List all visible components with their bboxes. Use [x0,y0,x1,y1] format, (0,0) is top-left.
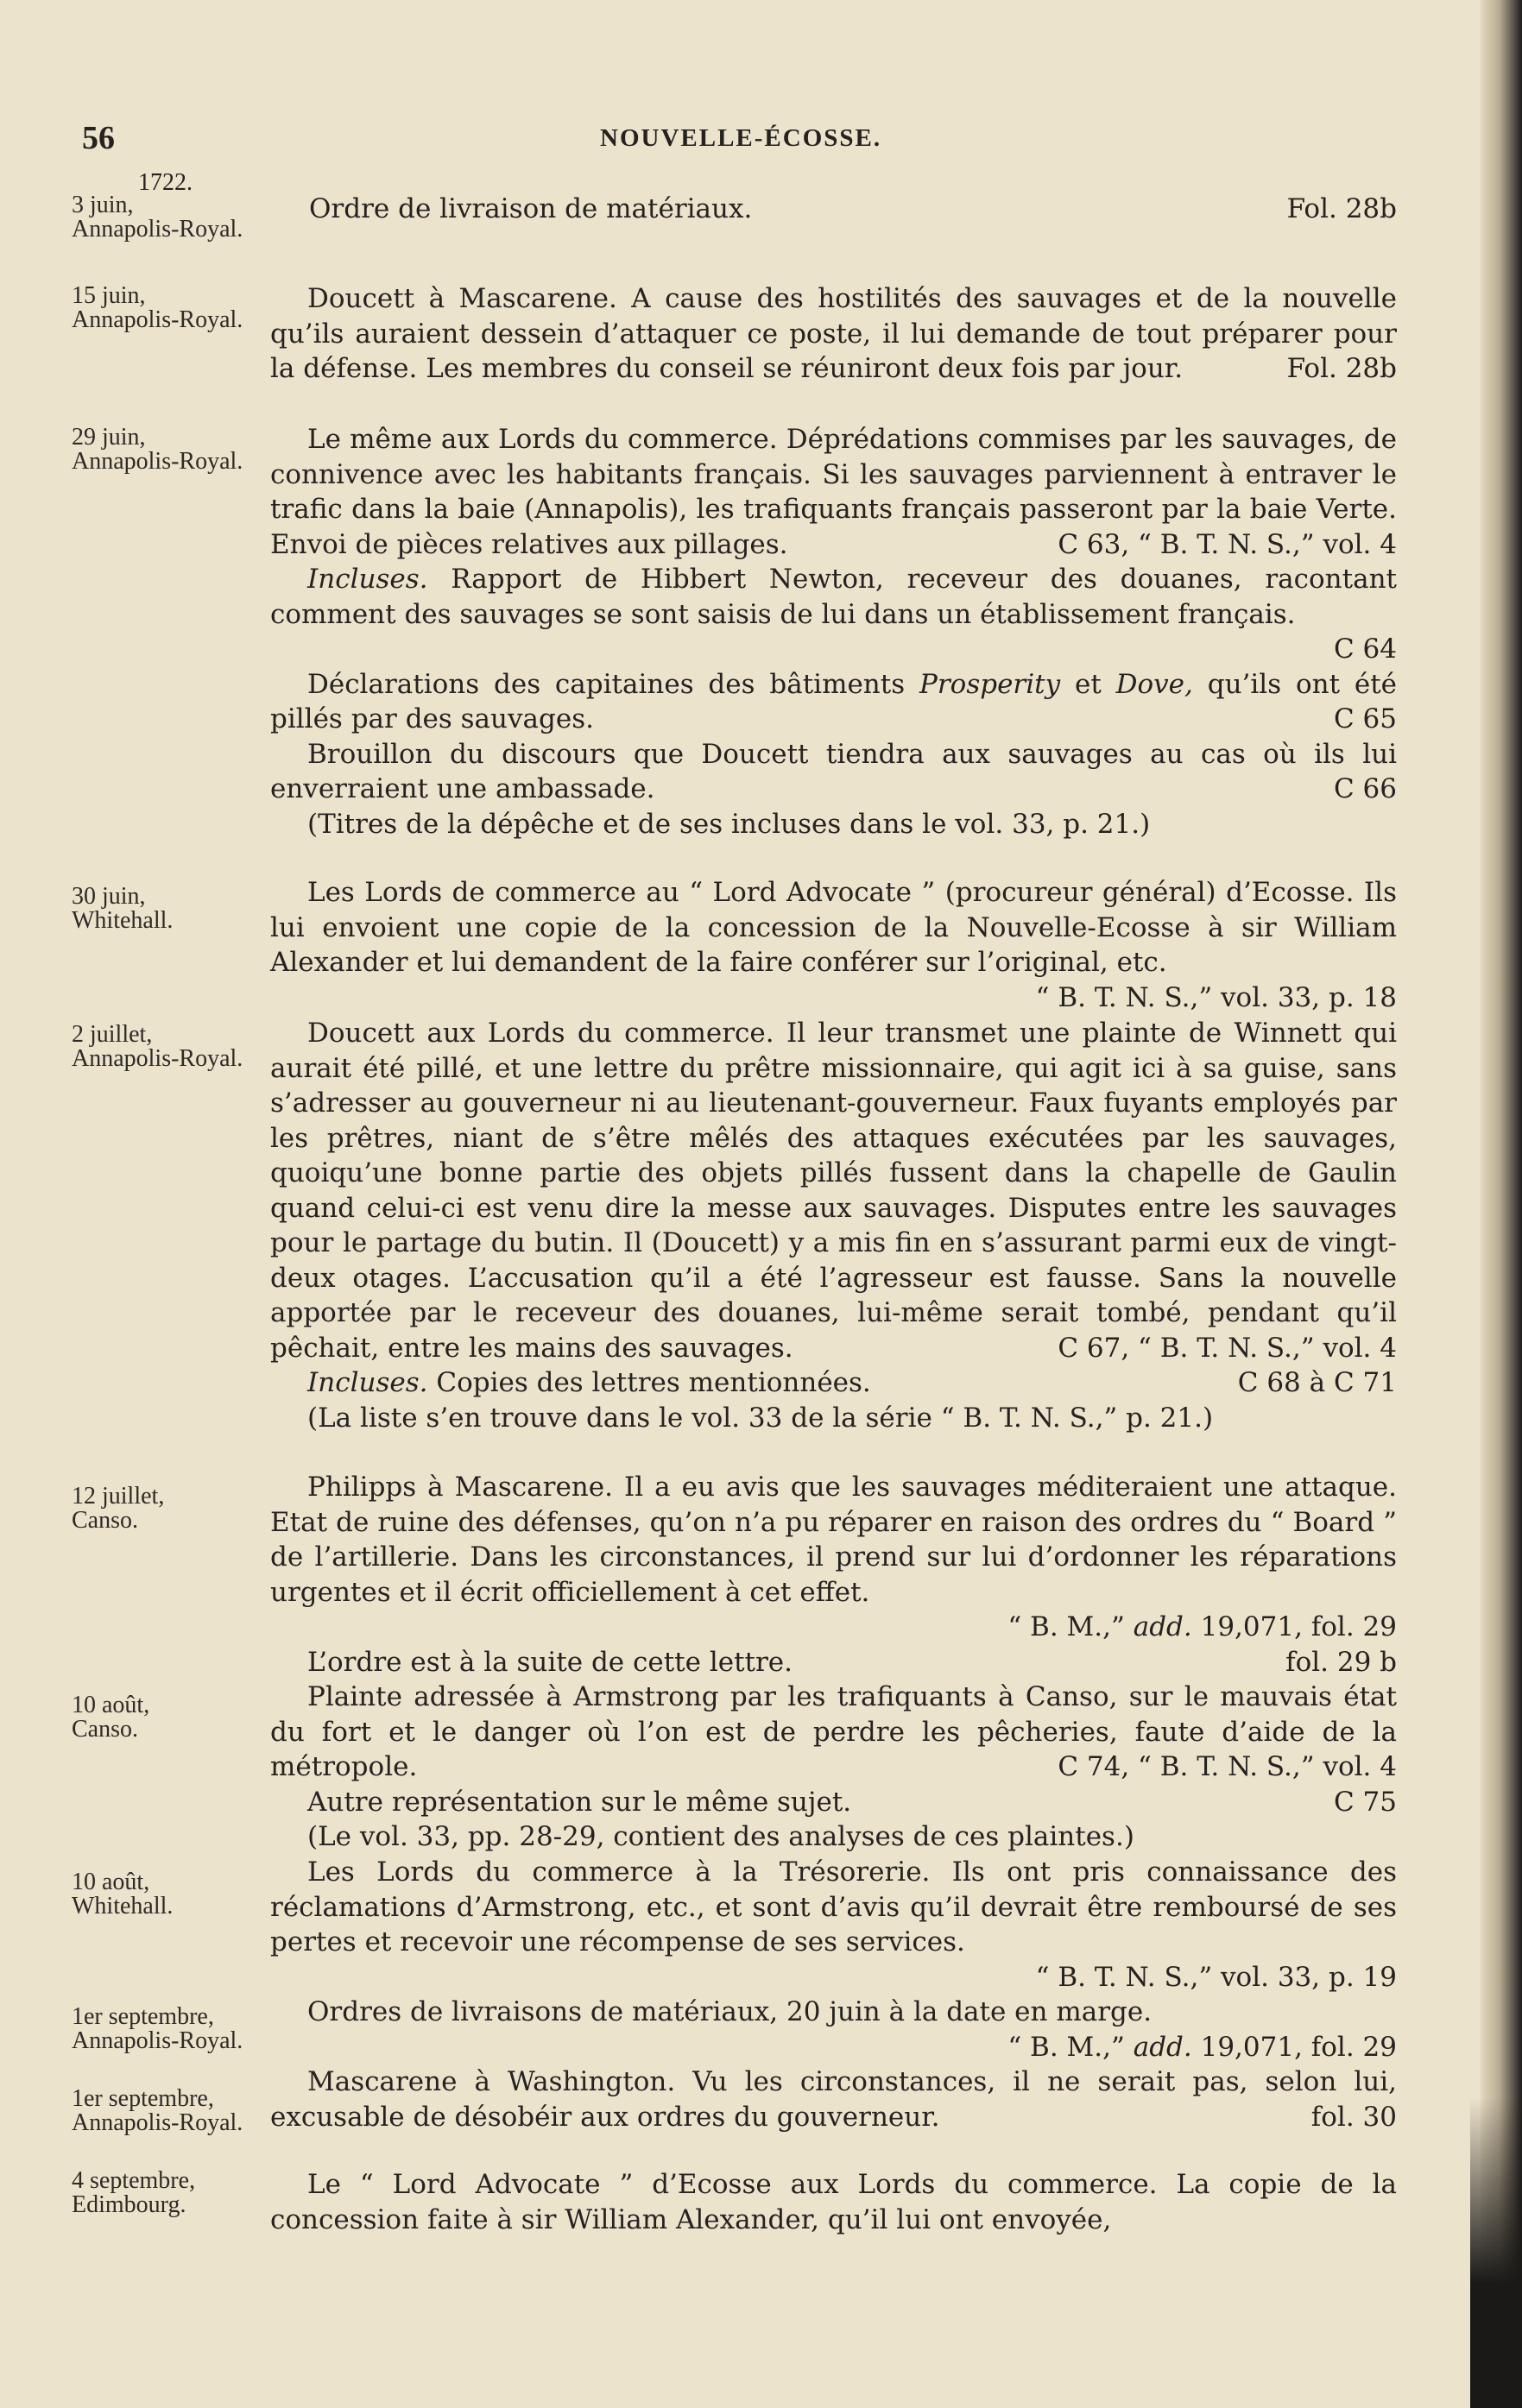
entry-text: Doucett à Mascarene. A cause des hostilités des sauvages et de la nouvelle qu’ils auraient dessein d’attaquer ce poste, il lui demande de tout préparer pour la défense. Les membres du conseil se réuniront deux fois par jour. [270,283,1397,384]
entry-paragraph [270,1680,1397,1785]
margin-note [72,2005,257,2053]
entry-1 [270,192,1397,227]
entry-reference: Fol. 28b [1286,353,1397,384]
margin-note [72,1485,257,1533]
entry-8 [270,1855,1397,1995]
entry-paragraph [270,2064,1397,2134]
entry-text: qu’ils ont été pillés par des sauvages. [270,668,1398,734]
entry-text: Rapport de Hibbert Newton, receveur des douanes, racontant comment des sauvages se sont saisis de lui dans un établissement français. [270,564,1397,630]
entry-5 [270,1016,1397,1435]
margin-date: 10 août, [72,1692,150,1718]
page-header [0,119,1468,162]
entry-paragraph [270,1470,1397,1645]
entry-text: Les Lords de commerce au “ Lord Advocate ” (procureur général) d’Ecosse. Ils lui envoient une copie de la concession de la Nouvelle-Ecosse à sir William Alexander et lui demandent de la faire conférer sur l’original, etc. [270,877,1397,978]
entry-11 [270,2167,1397,2237]
entry-reference: C 65 [1333,703,1397,734]
margin-note [72,425,257,474]
entry-text: Brouillon du discours que Doucett tiendra aux sauvages au cas où ils lui enverraient une ambassade. [270,738,1397,804]
entry-text: L’ordre est à la suite de cette lettre. [307,1646,793,1678]
ref-source: “ B. M.,” [1007,2031,1125,2063]
entry-3 [270,422,1397,842]
page-edge-shadow-bottom [1470,2097,1522,2408]
entry-reference: C 75 [1333,1786,1397,1818]
margin-place: Whitehall. [72,1893,174,1919]
entry-paragraph [270,1785,1397,1820]
entry-paragraph [270,737,1397,807]
entry-text: et [1074,668,1102,700]
entry-text: Autre représentation sur le même sujet. [307,1786,852,1818]
entry-text: (Le vol. 33, pp. 28-29, contient des analyses de ces plaintes.) [307,1821,1134,1852]
entry-10 [270,2064,1397,2134]
margin-place: Canso. [72,1507,138,1534]
margin-place: Annapolis-Royal. [72,2027,243,2054]
margin-note [72,193,257,242]
margin-note [72,2169,257,2217]
margin-note [72,1693,257,1742]
entry-paragraph [270,1995,1397,2064]
margin-date: 1er septembre, [72,2085,214,2112]
entry-text: Le “ Lord Advocate ” d’Ecosse aux Lords du commerce. La copie de la concession faite à sir William Alexander, qu’il lui ont envoyée, [270,2169,1397,2235]
entry-reference [270,1610,1397,1645]
entry-reference: “ B. T. N. S.,” vol. 33, p. 19 [1035,1961,1397,1993]
margin-place: Edimbourg. [72,2191,186,2218]
entry-reference: fol. 29 b [1285,1646,1397,1678]
entry-text: Philipps à Mascarene. Il a eu avis que les sauvages méditeraient une attaque. Etat de ruine des défenses, qu’on n’a pu réparer en raison des ordres du “ Board ” de l’artillerie. Dans les circonstances, il prend sur lui d’ordonner les réparations urgentes et il écrit officiellement à cet effet. [270,1472,1397,1608]
margin-note [72,2087,257,2135]
ref-add: add. [1133,1611,1192,1642]
entry-text: Doucett aux Lords du commerce. Il leur transmet une plainte de Winnett qui aurait été pillé, et une lettre du prêtre missionnaire, qui agit ici à sa guise, sans s’adresser au gouverneur ni au lieutenant-gouverneur. Faux fuyants employés par les prêtres, niant de s’être mêlés des attaques exécutées par les sauvages, quoiqu’une bonne partie des objets pillés fussent dans la chapelle de Gaulin quand celui-ci est venu dire la messe aux sauvages. Disputes entre les sauvages pour le partage du butin. Il (Doucett) y a mis fin en s’assurant parmi eux de vingt-deux otages. L’accusation qu’il a été l’agresseur est fausse. Sans la nouvelle apportée par le receveur des douanes, lui-même serait tombé, pendant qu’il pêchait, entre les mains des sauvages. [270,1018,1397,1364]
entry-paragraph [270,1365,1397,1401]
entry-text: Déclarations des capitaines des bâtiments [307,668,906,700]
incluses-label: Incluses. [307,1367,428,1398]
margin-note [72,885,257,933]
entry-reference: C 66 [1333,773,1397,804]
entry-paragraph [270,807,1397,842]
margin-date: 2 juillet, [72,1021,153,1048]
entry-text: (La liste s’en trouve dans le vol. 33 de la série “ B. T. N. S.,” p. 21.) [307,1402,1214,1434]
ship-name: Dove, [1115,668,1193,700]
entry-text: Le même aux Lords du commerce. Déprédations commises par les sauvages, de connivence avec les habitants français. Si les sauvages parviennent à entraver le trafic dans la baie (Annapolis), les trafiquants français passeront par la baie Verte. Envoi de pièces relatives aux pillages. [270,424,1397,560]
entry-reference: C 74, “ B. T. N. S.,” vol. 4 [1058,1751,1397,1782]
entry-paragraph [270,281,1397,387]
entry-paragraph [270,1016,1397,1365]
margin-date: 10 août, [72,1869,150,1895]
entry-reference [270,2030,1397,2065]
entry-paragraph [270,667,1397,737]
margin-date: 3 juin, [72,192,134,218]
page-number: 56 [82,120,115,156]
entry-text: (Titres de la dépêche et de ses incluses dans le vol. 33, p. 21.) [307,808,1151,840]
margin-note [72,284,257,332]
entry-reference: C 64 [1333,634,1397,665]
entry-paragraph [270,1855,1397,1995]
entry-paragraph [270,422,1397,562]
ref-source: “ B. M.,” [1007,1611,1125,1642]
entry-text: Ordres de livraisons de matériaux, 20 juin à la date en marge. [307,1996,1153,2027]
margin-date: 4 septembre, [72,2167,196,2194]
margin-date: 12 juillet, [72,1483,165,1510]
entry-reference: C 63, “ B. T. N. S.,” vol. 4 [1058,528,1397,560]
margin-place: Canso. [72,1716,138,1743]
running-title: NOUVELLE-ÉCOSSE. [600,124,882,152]
entry-paragraph [270,1645,1397,1680]
entry-text: Plainte adressée à Armstrong par les trafiquants à Canso, sur le mauvais état du fort et le danger où l’on est de perdre les pêcheries, faute d’aide de la métropole. [270,1681,1397,1782]
entry-reference: Fol. 28b [1286,193,1397,224]
entry-9 [270,1995,1397,2064]
year-label: 1722. [138,169,193,196]
entry-paragraph [270,875,1397,1015]
margin-place: Annapolis-Royal. [72,448,243,475]
entry-2 [270,281,1397,387]
margin-place: Annapolis-Royal. [72,306,243,333]
margin-place: Annapolis-Royal. [72,216,243,243]
margin-place: Whitehall. [72,907,174,934]
entry-reference: C 67, “ B. T. N. S.,” vol. 4 [1058,1332,1397,1364]
margin-place: Annapolis-Royal. [72,2109,243,2136]
margin-date: 30 juin, [72,883,146,910]
margin-note [72,1023,257,1071]
entry-reference: “ B. T. N. S.,” vol. 33, p. 18 [1035,981,1397,1013]
ref-folio: 19,071, fol. 29 [1200,1611,1397,1642]
entry-paragraph [270,1819,1397,1855]
entry-text: Les Lords du commerce à la Trésorerie. Ils ont pris connaissance des réclamations d’Armstrong, etc., et sont d’avis qu’il devrait être remboursé de ses pertes et recevoir une récompense de ses services. [270,1856,1397,1957]
entry-4 [270,875,1397,1015]
entry-paragraph [270,192,1397,227]
entry-text: Mascarene à Washington. Vu les circonstances, il ne serait pas, selon lui, excusable de désobéir aux ordres du gouverneur. [270,2066,1397,2133]
margin-place: Annapolis-Royal. [72,1045,243,1072]
ref-add: add. [1133,2031,1192,2063]
margin-note [72,1870,257,1919]
incluses-label: Incluses. [307,564,428,595]
margin-date: 15 juin, [72,282,146,309]
entry-text: Ordre de livraison de matériaux. [309,193,753,224]
entry-paragraph [270,1401,1397,1436]
entry-text: Copies des lettres mentionnées. [436,1367,871,1398]
ref-folio: 19,071, fol. 29 [1200,2031,1397,2063]
ship-name: Prosperity [919,668,1061,700]
page-edge-shadow [1481,0,1522,2408]
entry-reference: fol. 30 [1310,2101,1397,2133]
entry-reference: C 68 à C 71 [1237,1367,1397,1398]
entry-paragraph [270,562,1397,667]
margin-date: 29 juin, [72,424,146,451]
entry-6 [270,1470,1397,1680]
entry-paragraph [270,2167,1397,2237]
margin-date: 1er septembre, [72,2003,214,2030]
entry-7 [270,1680,1397,1855]
